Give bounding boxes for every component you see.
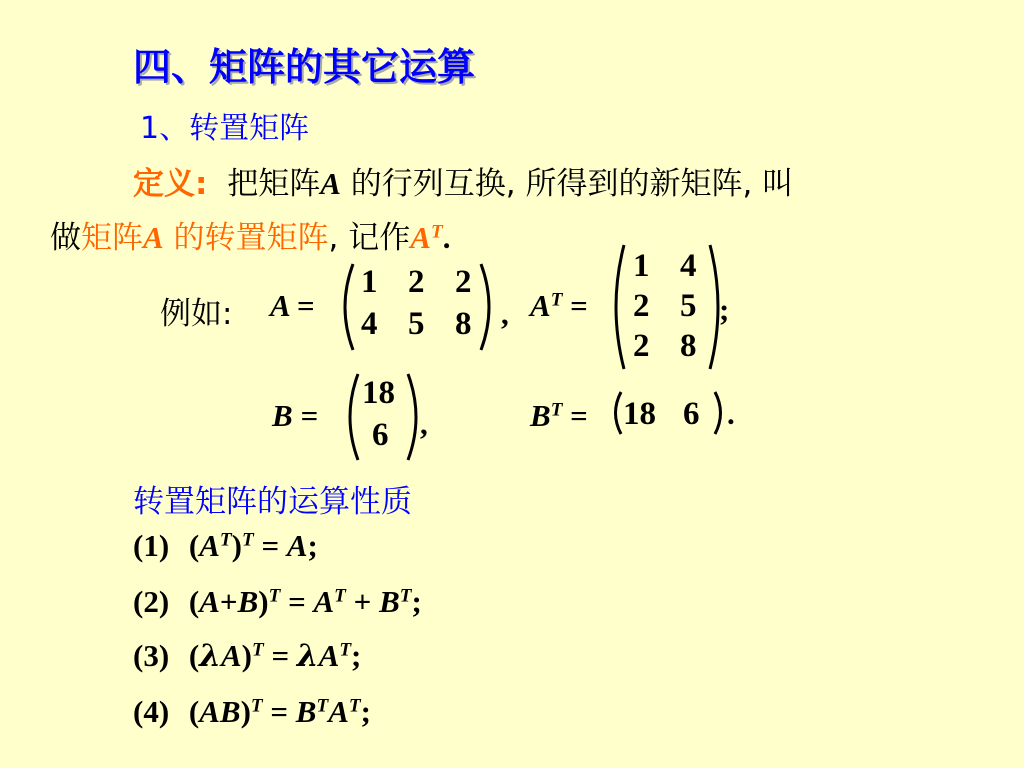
matrix-AT-left-paren [606,243,628,371]
matrix-A-left-paren [335,262,357,352]
matrix-A-lhs: A = [270,288,315,323]
matrix-AT-entry: 8 [680,328,697,364]
matrix-AT-entry: 5 [680,288,697,324]
matrix-AT-entry: 4 [680,248,697,284]
property-3: (3) $(\lambda A)^T = \lambda A^T$; [133,638,362,674]
section-subtitle: 1、转置矩阵 [140,111,310,146]
matrix-B-lhs: B = [272,398,319,433]
slide-title: 四、矩阵的其它运算 [133,45,476,89]
definition-line-2: 做矩阵A 的转置矩阵, 记作$A^T$. [50,220,451,256]
matrix-B-entry: 6 [372,417,389,453]
matrix-A-entry: 1 [361,264,378,300]
matrix-BT-left-paren [608,390,624,436]
matrix-A-entry: 5 [408,306,425,342]
matrix-BT-entry: 18 [623,396,656,432]
matrix-A-right-paren [477,262,499,352]
properties-title: 转置矩阵的运算性质 [133,484,412,520]
matrix-A-entry: 8 [455,306,472,342]
matrix-AT-entry: 2 [633,328,650,364]
matrix-A-entry: 2 [455,264,472,300]
matrix-BT-right-paren [712,390,728,436]
matrix-A-entry: 4 [361,306,378,342]
matrix-AT-lhs: $A^T$ = [530,288,588,323]
period: . [727,396,735,431]
matrix-B-left-paren [340,372,362,462]
comma-1: , [501,296,509,331]
example-label: 例如: [160,296,233,332]
definition-line-1: 定义: 把矩阵A 的行列互换, 所得到的新矩阵, 叫 [133,166,794,202]
matrix-AT-entry: 2 [633,288,650,324]
semicolon: ; [719,292,730,327]
matrix-BT-entry: 6 [683,396,700,432]
property-2: (2) $(A+B)^T = A^T + B^T$; [133,584,422,619]
matrix-BT-lhs: $B^T$ = [530,398,588,433]
matrix-A-entry: 2 [408,264,425,300]
property-1: (1) $(A^T)^T = A$; [133,528,318,563]
property-4: (4) $(AB)^T = B^TA^T$; [133,694,371,729]
matrix-AT-entry: 1 [633,248,650,284]
comma-2: , [420,406,428,441]
definition-label: 定义: [133,166,208,202]
matrix-B-entry: 18 [362,375,395,411]
